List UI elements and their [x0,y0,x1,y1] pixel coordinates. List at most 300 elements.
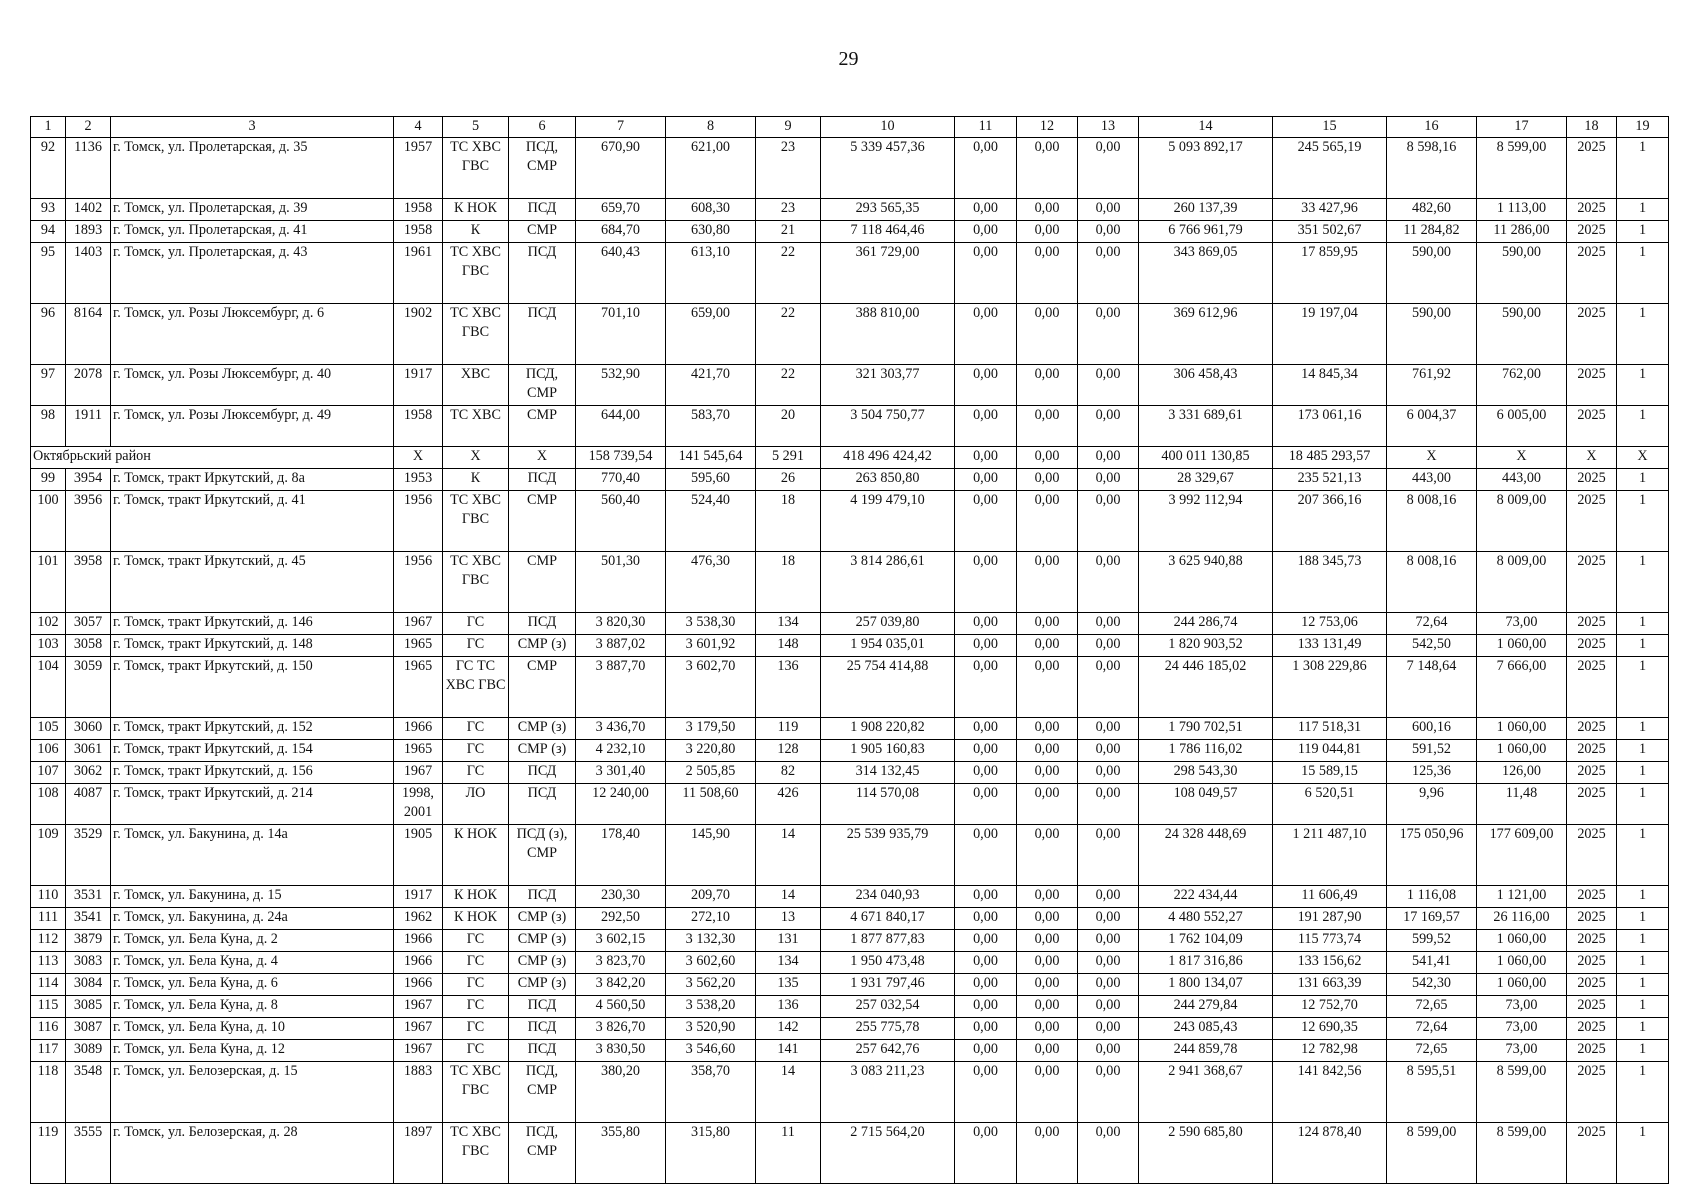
table-cell: 141 842,56 [1273,1061,1387,1122]
table-cell: 26 116,00 [1477,907,1567,929]
table-cell: 3958 [66,551,111,612]
table-cell: 0,00 [1078,1122,1139,1183]
table-cell: 1883 [394,1061,443,1122]
table-cell: ТС ХВС ГВС [443,137,509,198]
table-cell: 1962 [394,907,443,929]
table-cell: 98 [31,405,66,446]
table-cell: 0,00 [955,951,1017,973]
table-cell: 640,43 [576,242,666,303]
table-cell: 590,00 [1477,242,1567,303]
table-cell: Х [443,446,509,468]
table-cell: 2025 [1567,1061,1617,1122]
table-cell: 244 279,84 [1139,995,1273,1017]
table-cell: 0,00 [1017,242,1078,303]
table-cell: 0,00 [1017,717,1078,739]
table-cell: 72,65 [1387,1039,1477,1061]
address-cell: г. Томск, ул. Бакунина, д. 14а [111,824,394,885]
table-cell: 3 220,80 [666,739,756,761]
table-cell: 1 060,00 [1477,634,1567,656]
address-cell: г. Томск, тракт Иркутский, д. 214 [111,783,394,824]
table-cell: 114 [31,973,66,995]
table-cell: 0,00 [955,929,1017,951]
address-cell: г. Томск, ул. Бела Куна, д. 4 [111,951,394,973]
table-cell: 141 [756,1039,821,1061]
table-cell: 118 [31,1061,66,1122]
table-cell: 93 [31,198,66,220]
table-cell: 2025 [1567,783,1617,824]
table-row [31,220,1669,242]
table-cell: 1965 [394,656,443,717]
address-cell: г. Томск, ул. Пролетарская, д. 41 [111,220,394,242]
column-header: 17 [1477,117,1567,138]
address-cell: г. Томск, ул. Розы Люксембург, д. 6 [111,303,394,364]
table-cell: 2025 [1567,717,1617,739]
table-cell: 3 601,92 [666,634,756,656]
column-header: 19 [1617,117,1669,138]
table-cell: 591,52 [1387,739,1477,761]
table-cell: 2025 [1567,634,1617,656]
table-cell: СМР (з) [509,929,576,951]
table-cell: 1 116,08 [1387,885,1477,907]
table-cell: 630,80 [666,220,756,242]
table-cell: 1403 [66,242,111,303]
table-cell: 158 739,54 [576,446,666,468]
table-cell: 243 085,43 [1139,1017,1273,1039]
table-cell: 207 366,16 [1273,490,1387,551]
table-cell: 113 [31,951,66,973]
table-row [31,364,1669,405]
table-cell: 0,00 [1078,446,1139,468]
table-cell: 355,80 [576,1122,666,1183]
table-cell: 1 [1617,1061,1669,1122]
table-row [31,198,1669,220]
table-cell: 644,00 [576,405,666,446]
table-cell: 701,10 [576,303,666,364]
table-cell: 3 602,15 [576,929,666,951]
table-cell: 1966 [394,973,443,995]
table-cell: 3 830,50 [576,1039,666,1061]
table-cell: 361 729,00 [821,242,955,303]
table-cell: Х [509,446,576,468]
table-cell: 1 [1617,612,1669,634]
table-cell: 73,00 [1477,995,1567,1017]
table-cell: 119 044,81 [1273,739,1387,761]
table-cell: 105 [31,717,66,739]
table-cell: 443,00 [1477,468,1567,490]
table-cell: 4 671 840,17 [821,907,955,929]
table-cell: 3089 [66,1039,111,1061]
table-cell: 2025 [1567,490,1617,551]
table-cell: 124 878,40 [1273,1122,1387,1183]
column-header: 9 [756,117,821,138]
table-cell: 23 [756,198,821,220]
table-cell: 0,00 [1017,634,1078,656]
table-cell: 3085 [66,995,111,1017]
table-cell: 235 521,13 [1273,468,1387,490]
table-cell: 0,00 [955,634,1017,656]
table-cell: 0,00 [955,973,1017,995]
table-cell: 1 [1617,405,1669,446]
table-cell: ТС ХВС ГВС [443,490,509,551]
table-cell: 131 663,39 [1273,973,1387,995]
table-cell: 321 303,77 [821,364,955,405]
table-cell: 2025 [1567,739,1617,761]
table-cell: 2025 [1567,242,1617,303]
table-cell: 3 504 750,77 [821,405,955,446]
table-cell: 1 060,00 [1477,929,1567,951]
table-cell: 1958 [394,198,443,220]
table-cell: 3 602,60 [666,951,756,973]
table-cell: 114 570,08 [821,783,955,824]
table-cell: 142 [756,1017,821,1039]
table-cell: ПСД, СМР [509,137,576,198]
table-cell: 125,36 [1387,761,1477,783]
table-cell: 3058 [66,634,111,656]
table-cell: 2025 [1567,929,1617,951]
table-row [31,303,1669,364]
table-cell: 14 [756,885,821,907]
table-cell: 100 [31,490,66,551]
table-cell: 8 008,16 [1387,551,1477,612]
table-cell: 0,00 [1017,1122,1078,1183]
table-cell: 3956 [66,490,111,551]
table-cell: 222 434,44 [1139,885,1273,907]
table-cell: 0,00 [1078,739,1139,761]
table-cell: 1958 [394,220,443,242]
table-cell: 0,00 [1078,198,1139,220]
table-cell: 0,00 [1017,824,1078,885]
table-cell: СМР (з) [509,951,576,973]
table-cell: 0,00 [1078,1061,1139,1122]
table-cell: 92 [31,137,66,198]
table-cell: ГС [443,995,509,1017]
table-cell: 1 [1617,656,1669,717]
table-cell: 599,52 [1387,929,1477,951]
table-cell: 3 602,70 [666,656,756,717]
table-header-row [31,117,1669,138]
table-cell: ГС [443,929,509,951]
table-cell: 141 545,64 [666,446,756,468]
table-cell: 0,00 [1078,885,1139,907]
table-cell: 2025 [1567,1039,1617,1061]
table-cell: 0,00 [1078,656,1139,717]
table-row [31,885,1669,907]
address-cell: г. Томск, тракт Иркутский, д. 45 [111,551,394,612]
table-cell: 418 496 424,42 [821,446,955,468]
table-cell: 5 291 [756,446,821,468]
table-cell: 0,00 [1078,551,1139,612]
table-cell: ПСД [509,783,576,824]
table-cell: 0,00 [1078,137,1139,198]
table-cell: 762,00 [1477,364,1567,405]
table-cell: 1 [1617,468,1669,490]
table-cell: 0,00 [1017,490,1078,551]
table-cell: 1 800 134,07 [1139,973,1273,995]
table-cell: 234 040,93 [821,885,955,907]
table-cell: ПСД [509,242,576,303]
table-cell: 8 598,16 [1387,137,1477,198]
table-cell: 2 505,85 [666,761,756,783]
address-cell: г. Томск, тракт Иркутский, д. 152 [111,717,394,739]
column-header: 13 [1078,117,1139,138]
table-cell: 33 427,96 [1273,198,1387,220]
table-cell: 0,00 [955,1039,1017,1061]
table-cell: 19 197,04 [1273,303,1387,364]
table-cell: 0,00 [1017,137,1078,198]
table-cell: 15 589,15 [1273,761,1387,783]
table-cell: 1 [1617,1122,1669,1183]
table-row [31,907,1669,929]
table-cell: СМР (з) [509,717,576,739]
table-row [31,1017,1669,1039]
table-cell: 119 [31,1122,66,1183]
table-cell: 0,00 [1078,907,1139,929]
address-cell: г. Томск, ул. Бела Куна, д. 12 [111,1039,394,1061]
table-cell: 2025 [1567,364,1617,405]
table-cell: 1 060,00 [1477,951,1567,973]
table-cell: 590,00 [1477,303,1567,364]
table-cell: 12 240,00 [576,783,666,824]
table-row [31,739,1669,761]
table-cell: 0,00 [955,198,1017,220]
table-cell: 1 954 035,01 [821,634,955,656]
table-cell: 1 [1617,761,1669,783]
table-cell: ПСД [509,1039,576,1061]
table-cell: ПСД, СМР [509,1122,576,1183]
table-cell: 1953 [394,468,443,490]
table-cell: 14 845,34 [1273,364,1387,405]
table-cell: 0,00 [1017,973,1078,995]
table-cell: 0,00 [955,656,1017,717]
table-cell: 3 083 211,23 [821,1061,955,1122]
table-cell: 115 773,74 [1273,929,1387,951]
table-cell: 18 485 293,57 [1273,446,1387,468]
table-cell: 542,30 [1387,973,1477,995]
table-cell: 117 518,31 [1273,717,1387,739]
table-cell: 1 [1617,783,1669,824]
table-cell: 0,00 [955,612,1017,634]
table-cell: 2025 [1567,951,1617,973]
table-cell: 1911 [66,405,111,446]
table-cell: 1 060,00 [1477,973,1567,995]
table-cell: 1917 [394,885,443,907]
table-cell: ГС [443,973,509,995]
table-cell: 2025 [1567,1017,1617,1039]
table-cell: 0,00 [1078,973,1139,995]
table-cell: 5 093 892,17 [1139,137,1273,198]
address-cell: г. Томск, ул. Розы Люксембург, д. 49 [111,405,394,446]
address-cell: г. Томск, тракт Иркутский, д. 156 [111,761,394,783]
table-cell: 7 118 464,46 [821,220,955,242]
table-cell: 116 [31,1017,66,1039]
table-cell: 26 [756,468,821,490]
table-cell: 145,90 [666,824,756,885]
table-cell: ПСД [509,198,576,220]
table-cell: ГС [443,634,509,656]
address-cell: г. Томск, ул. Бела Куна, д. 8 [111,995,394,1017]
table-cell: ГС [443,717,509,739]
table-cell: 1917 [394,364,443,405]
column-header: 3 [111,117,394,138]
table-cell: 1897 [394,1122,443,1183]
table-cell: 117 [31,1039,66,1061]
table-cell: 6 766 961,79 [1139,220,1273,242]
table-cell: ПСД [509,303,576,364]
table-cell: 3 992 112,94 [1139,490,1273,551]
table-cell: 1 [1617,198,1669,220]
table-cell: 11 606,49 [1273,885,1387,907]
table-cell: ТС ХВС [443,405,509,446]
table-cell: 3548 [66,1061,111,1122]
table-cell: 25 539 935,79 [821,824,955,885]
table-row [31,656,1669,717]
table-cell: 2025 [1567,995,1617,1017]
table-cell: 8 599,00 [1387,1122,1477,1183]
table-cell: 1 905 160,83 [821,739,955,761]
table-cell: 2025 [1567,973,1617,995]
table-cell: 11 [756,1122,821,1183]
table-cell: 73,00 [1477,612,1567,634]
table-cell: 388 810,00 [821,303,955,364]
table-cell: 1961 [394,242,443,303]
table-cell: 293 565,35 [821,198,955,220]
table-row [31,973,1669,995]
table-cell: 524,40 [666,490,756,551]
table-cell: 1 931 797,46 [821,973,955,995]
table-cell: 1136 [66,137,111,198]
table-cell: 82 [756,761,821,783]
table-cell: 3 562,20 [666,973,756,995]
address-cell: г. Томск, ул. Бела Куна, д. 6 [111,973,394,995]
table-cell: 670,90 [576,137,666,198]
table-cell: 3059 [66,656,111,717]
table-cell: 0,00 [1017,468,1078,490]
table-cell: 134 [756,612,821,634]
table-cell: 8 595,51 [1387,1061,1477,1122]
table-cell: 1 [1617,995,1669,1017]
table-cell: 135 [756,973,821,995]
table-cell: ТС ХВС ГВС [443,1061,509,1122]
table-cell: 0,00 [1078,242,1139,303]
table-cell: 0,00 [1017,303,1078,364]
table-cell: 351 502,67 [1273,220,1387,242]
table-cell: 3954 [66,468,111,490]
table-cell: 1 [1617,364,1669,405]
table-cell: СМР [509,656,576,717]
table-cell: 25 754 414,88 [821,656,955,717]
table-cell: 1 [1617,551,1669,612]
table-cell: 2025 [1567,137,1617,198]
table-cell: 2 941 368,67 [1139,1061,1273,1122]
table-cell: 1893 [66,220,111,242]
table-cell: 148 [756,634,821,656]
table-cell: 134 [756,951,821,973]
column-header: 4 [394,117,443,138]
table-cell: 101 [31,551,66,612]
data-table [30,116,1669,1184]
table-cell: 315,80 [666,1122,756,1183]
table-cell: 72,64 [1387,612,1477,634]
table-cell: СМР [509,551,576,612]
table-cell: 11 508,60 [666,783,756,824]
table-cell: ТС ХВС ГВС [443,242,509,303]
table-cell: 1967 [394,761,443,783]
table-cell: 476,30 [666,551,756,612]
table-cell: 175 050,96 [1387,824,1477,885]
table-cell: 257 642,76 [821,1039,955,1061]
table-cell: 1 113,00 [1477,198,1567,220]
district-subtotal-row [31,446,1669,468]
table-cell: 97 [31,364,66,405]
table-cell: 0,00 [1017,761,1078,783]
table-cell: 0,00 [955,468,1017,490]
table-cell: 1966 [394,951,443,973]
table-cell: 2025 [1567,1122,1617,1183]
table-cell: 3879 [66,929,111,951]
table-cell: 8 599,00 [1477,137,1567,198]
table-cell: 3 179,50 [666,717,756,739]
table-cell: 103 [31,634,66,656]
table-cell: 3 814 286,61 [821,551,955,612]
table-cell: 3 823,70 [576,951,666,973]
table-cell: Х [1567,446,1617,468]
table-cell: ХВС [443,364,509,405]
table-cell: 3 887,70 [576,656,666,717]
table-cell: 104 [31,656,66,717]
column-header: 1 [31,117,66,138]
table-cell: 541,41 [1387,951,1477,973]
table-cell: 770,40 [576,468,666,490]
table-row [31,468,1669,490]
table-cell: 4 232,10 [576,739,666,761]
address-cell: г. Томск, ул. Бела Куна, д. 2 [111,929,394,951]
table-cell: 0,00 [1078,995,1139,1017]
column-header: 8 [666,117,756,138]
table-cell: 8 599,00 [1477,1122,1567,1183]
table-cell: 0,00 [1078,612,1139,634]
table-cell: 1 [1617,739,1669,761]
table-cell: 1967 [394,1017,443,1039]
table-cell: 1 060,00 [1477,717,1567,739]
address-cell: г. Томск, ул. Розы Люксембург, д. 40 [111,364,394,405]
table-cell: 0,00 [1017,220,1078,242]
table-cell: К НОК [443,907,509,929]
table-cell: ЛО [443,783,509,824]
table-cell: 1965 [394,634,443,656]
table-cell: 0,00 [955,907,1017,929]
table-cell: 128 [756,739,821,761]
table-cell: 0,00 [1017,364,1078,405]
table-row [31,405,1669,446]
table-cell: 343 869,05 [1139,242,1273,303]
table-cell: СМР (з) [509,634,576,656]
table-cell: 1 [1617,242,1669,303]
table-cell: 1956 [394,551,443,612]
table-cell: 178,40 [576,824,666,885]
table-cell: 0,00 [1017,929,1078,951]
table-cell: 95 [31,242,66,303]
table-cell: 1 950 473,48 [821,951,955,973]
address-cell: г. Томск, ул. Белозерская, д. 28 [111,1122,394,1183]
table-cell: 292,50 [576,907,666,929]
column-header: 11 [955,117,1017,138]
table-cell: ПСД [509,761,576,783]
table-row [31,761,1669,783]
table-cell: 621,00 [666,137,756,198]
column-header: 12 [1017,117,1078,138]
table-cell: 1 [1617,634,1669,656]
table-cell: 0,00 [1017,907,1078,929]
